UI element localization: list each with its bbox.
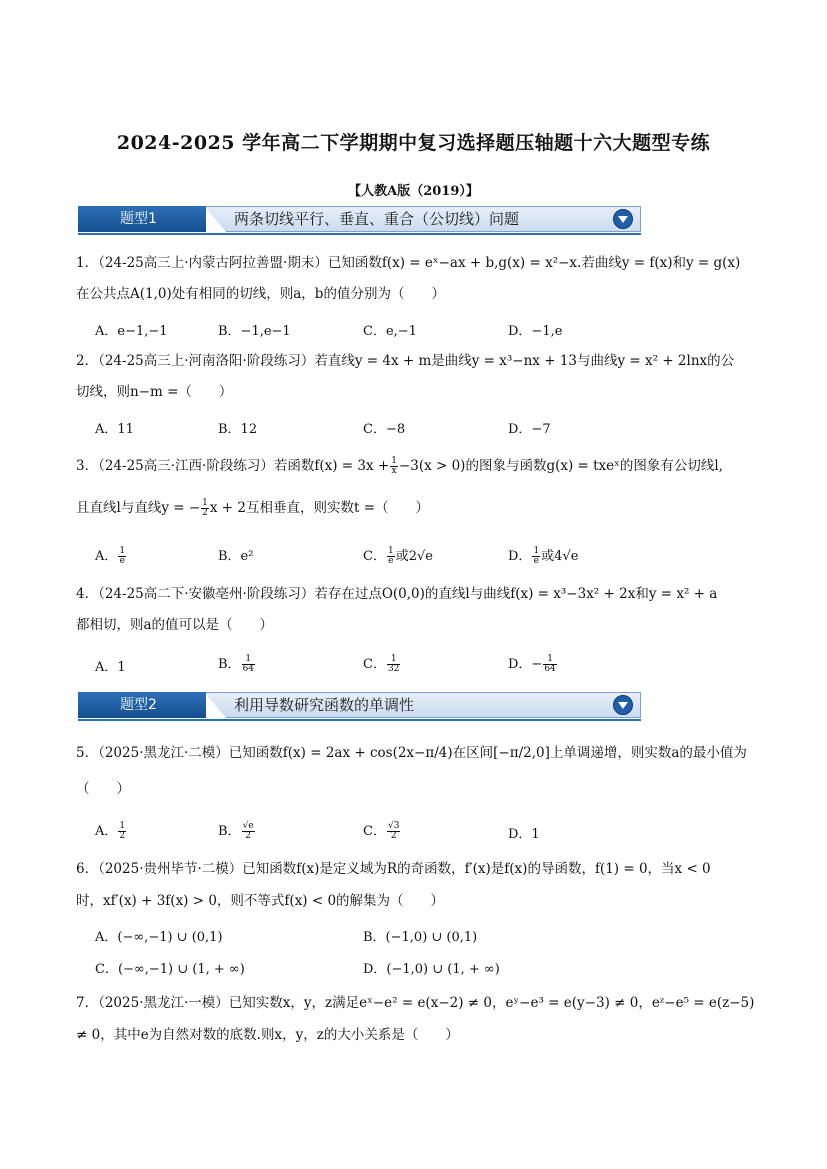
option-c: C．(−∞,−1) ∪ (1, + ∞) [95, 962, 245, 977]
q3-text-d: x + 2互相垂直，则实数t =（ ） [209, 500, 430, 516]
option-c: C．e,−1 [363, 324, 417, 339]
option-d: D．1 [508, 827, 540, 842]
option-c: C． $\frac{√3}{2}$ [363, 821, 400, 841]
option-a: A． $\frac{1}{e}$ [95, 546, 126, 566]
option-d: D． $\frac{1}{e}$ 或4√e [508, 546, 579, 566]
chevron-down-icon[interactable] [613, 695, 633, 715]
option-a: A．1 [95, 660, 126, 675]
option-b: B． $\frac{√e}{2}$ [218, 821, 254, 841]
section-banner-2 [78, 692, 641, 722]
question-4-line-1: 4．（24-25高二下·安徽亳州·阶段练习）若存在过点O(0,0)的直线l与曲线f(x) = x³−3x² + 2x和y = x² + a [76, 586, 718, 602]
section-underline [78, 233, 641, 235]
question-7-line-1: 7．（2025·黑龙江·一模）已知实数x，y，z满足eˣ−e² = e(x−2) ≠ 0，eʸ−e³ = e(y−3) ≠ 0，eᶻ−e⁵ = e(z−5) [76, 995, 755, 1011]
question-5-line-2: （ ） [76, 781, 130, 797]
question-3-line-1 [76, 455, 756, 477]
section-banner-1 [78, 206, 641, 236]
option-b: B．e² [218, 549, 254, 564]
section-underline [78, 719, 641, 721]
option-b: B．(−1,0) ∪ (0,1) [363, 930, 478, 945]
document-title: 2024-2025 学年高二下学期期中复习选择题压轴题十六大题型专练 [116, 132, 711, 154]
option-d: D．−1,e [508, 324, 563, 339]
option-b: B．12 [218, 422, 258, 437]
section-tab-1: 题型1 [78, 206, 206, 232]
section-label-2: 利用导数研究函数的单调性 [234, 696, 415, 714]
fraction-1-over-2: $\frac{1}{2}$ [202, 498, 208, 518]
option-a: A．11 [95, 422, 134, 437]
option-c: C． $\frac{1}{e}$ 或2√e [363, 546, 433, 566]
q3-text-c: 且直线l与直线y = − [76, 500, 201, 516]
option-a: A． $\frac{1}{2}$ [95, 821, 126, 841]
question-2-line-1: 2．（24-25高三上·河南洛阳·阶段练习）若直线y = 4x + m是曲线y = x³−nx + 13与曲线y = x² + 2lnx的公 [76, 353, 735, 369]
question-5-line-1: 5．（2025·黑龙江·二模）已知函数f(x) = 2ax + cos(2x−π/4)在区间[−π/2,0]上单调递增，则实数a的最小值为 [76, 745, 747, 761]
question-7-line-2: ≠ 0，其中e为自然对数的底数.则x，y，z的大小关系是（ ） [76, 1027, 459, 1043]
question-3-line-2 [76, 497, 756, 519]
question-1-line-1: 1．（24-25高三上·内蒙古阿拉善盟·期末）已知函数f(x) = eˣ−ax + b,g(x) = x²−x.若曲线y = f(x)和y = g(x) [76, 255, 741, 271]
document-edition: 【人教A版（2019）】 [348, 184, 479, 199]
section-tab-2: 题型2 [78, 692, 206, 718]
question-1-line-2: 在公共点A(1,0)处有相同的切线，则a，b的值分别为（ ） [76, 286, 445, 302]
option-b: B． $\frac{1}{64}$ [218, 654, 255, 674]
q3-text-b: −3(x > 0)的图象与函数g(x) = txeˣ的图象有公切线l, [398, 458, 723, 474]
question-2-line-2: 切线，则n−m =（ ） [76, 384, 233, 400]
option-b: B．−1,e−1 [218, 324, 291, 339]
option-a: A．e−1,−1 [95, 324, 168, 339]
question-6-line-2: 时，xf′(x) + 3f(x) > 0，则不等式f(x) < 0的解集为（ ） [76, 893, 445, 909]
chevron-down-icon[interactable] [613, 209, 633, 229]
option-c: C． $\frac{1}{32}$ [363, 654, 400, 674]
section-label-1: 两条切线平行、垂直、重合（公切线）问题 [234, 210, 520, 228]
option-d: D．−7 [508, 422, 551, 437]
question-4-line-2: 都相切，则a的值可以是（ ） [76, 617, 274, 633]
option-c: C．−8 [363, 422, 406, 437]
question-6-line-1: 6．（2025·贵州毕节·二模）已知函数f(x)是定义域为R的奇函数，f′(x)是f(x)的导函数，f(1) = 0，当x < 0 [76, 861, 711, 877]
option-a: A．(−∞,−1) ∪ (0,1) [95, 930, 223, 945]
q3-text-a: 3．（24-25高三·江西·阶段练习）若函数f(x) = 3x + [76, 458, 390, 474]
option-d: D．− $\frac{1}{64}$ [508, 654, 556, 674]
fraction-1-over-x: $\frac{1}{x}$ [391, 456, 397, 476]
option-d: D．(−1,0) ∪ (1, + ∞) [363, 962, 500, 977]
